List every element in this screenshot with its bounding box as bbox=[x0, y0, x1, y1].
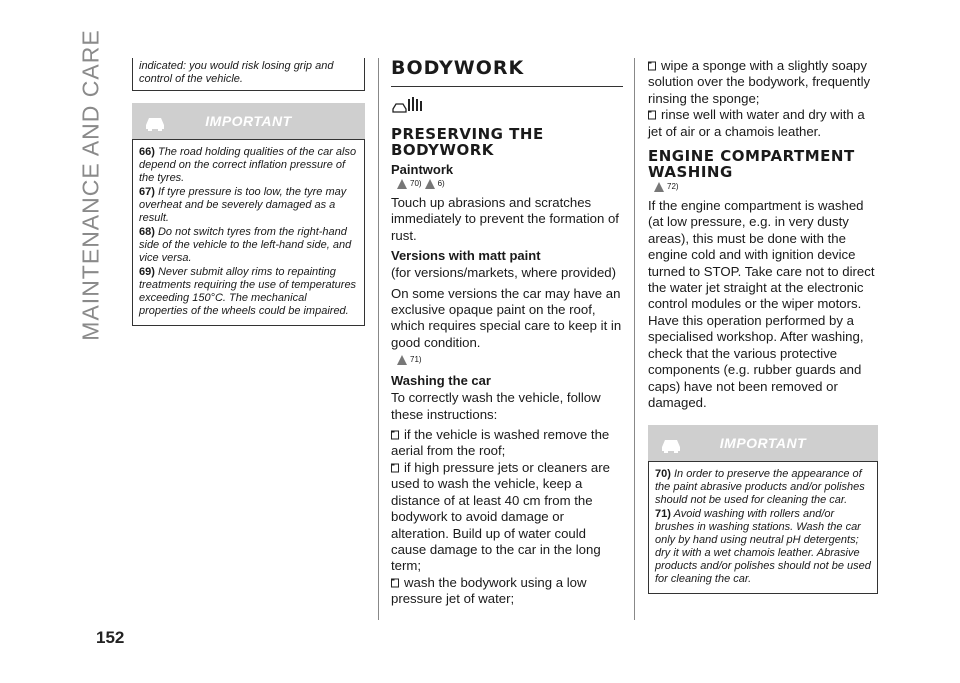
sub-heading: PRESERVING THE BODYWORK bbox=[391, 125, 544, 159]
bullet-icon bbox=[391, 463, 400, 473]
paintwork-text: Touch up abrasions and scratches immediately to prevent the formation of rust. bbox=[391, 195, 619, 243]
wash-title: Washing the car bbox=[391, 373, 491, 389]
list-item: wipe a sponge with a slightly soapy solution over the bodywork, frequently rinsing the sponge; bbox=[648, 58, 871, 106]
continued-warning-box: indicated: you would risk losing grip and control of the vehicle. bbox=[132, 58, 365, 91]
note-item: 67) If tyre pressure is too low, the tyre may overheat and be severely damaged as a result. bbox=[139, 186, 347, 224]
warning-icon bbox=[654, 182, 664, 192]
warning-icon bbox=[397, 355, 407, 365]
bullet-icon bbox=[648, 61, 657, 71]
note-item: 69) Never submit alloy rims to repainting treatments requiring the use of temperatures exceeding 150°C. The mechanical properties of the wheels could be impaired. bbox=[139, 266, 357, 317]
wash-intro: To correctly wash the vehicle, follow these instructions: bbox=[391, 390, 601, 422]
bullet-icon bbox=[391, 430, 400, 440]
page-number: 152 bbox=[96, 628, 125, 647]
important-header bbox=[648, 425, 878, 461]
important-label: IMPORTANT bbox=[205, 113, 292, 129]
engine-text: If the engine compartment is washed (at low pressure, e.g. in very dusty areas), this must be done with the engine cold and with ignition device turned to STOP. Take care not to direct the water jet straight at the electronic control modules or the wiper motors. Have this operation performed by a specialised workshop. After washing, check that the various protective components (e.g. rubber guards and caps) have not been removed or damaged. bbox=[648, 198, 875, 410]
note-item: 71) Avoid washing with rollers and/or brushes in washing stations. Wash the car only by hand using neutral pH detergents; dry it with a wet chamois leather. Abrasive products and/or polishes should not be used for cleaning the car. bbox=[655, 508, 871, 586]
column-divider bbox=[378, 58, 379, 620]
important-label: IMPORTANT bbox=[719, 435, 807, 452]
heading-rule bbox=[391, 86, 623, 87]
section-heading: BODYWORK bbox=[391, 57, 525, 79]
column-divider bbox=[634, 58, 635, 620]
matt-ref: 71) bbox=[397, 355, 623, 369]
paintwork-title: Paintwork bbox=[391, 162, 454, 177]
note-item: 68) Do not switch tyres from the right-hand side of the vehicle to the left-hand side, and vice versa. bbox=[139, 226, 352, 264]
chapter-side-title: MAINTENANCE AND CARE bbox=[77, 29, 104, 341]
bullet-icon bbox=[648, 110, 657, 120]
column-3 bbox=[648, 58, 878, 594]
warning-icon bbox=[425, 179, 435, 189]
list-item: rinse well with water and dry with a jet of air or a chamois leather. bbox=[648, 107, 865, 139]
warning-icon bbox=[397, 179, 407, 189]
list-item: if the vehicle is washed remove the aerial from the roof; bbox=[391, 427, 610, 459]
column-2 bbox=[391, 58, 623, 608]
matt-note: (for versions/markets, where provided) bbox=[391, 265, 616, 281]
important-header bbox=[132, 103, 365, 139]
bullet-icon bbox=[391, 578, 400, 588]
list-item: if high pressure jets or cleaners are used to wash the vehicle, keep a distance of at least 40 cm from the bodywork to avoid damage or alteration. Build up of water could cause damage to the car in the long term; bbox=[391, 459, 610, 574]
matt-title: Versions with matt paint bbox=[391, 248, 541, 264]
paintwork-refs: 70) 6) bbox=[397, 179, 623, 193]
matt-text: On some versions the car may have an exclusive opaque paint on the roof, which requires special care to keep it in good condition. bbox=[391, 285, 622, 350]
column-1 bbox=[132, 58, 365, 326]
list-item: wash the bodywork using a low pressure jet of water; bbox=[391, 574, 587, 607]
engine-ref: 72) bbox=[654, 182, 878, 196]
important-notes bbox=[648, 461, 878, 594]
car-wash-icon bbox=[391, 97, 431, 113]
note-item: 70) In order to preserve the appearance of the paint abrasive products and/or polishes should not be used for cleaning the car. bbox=[655, 468, 865, 507]
engine-heading: ENGINE COMPARTMENT WASHING bbox=[648, 147, 855, 182]
note-item: 66) The road holding qualities of the car also depend on the correct inflation pressure of the tyres. bbox=[139, 146, 357, 184]
important-notes bbox=[132, 139, 365, 326]
